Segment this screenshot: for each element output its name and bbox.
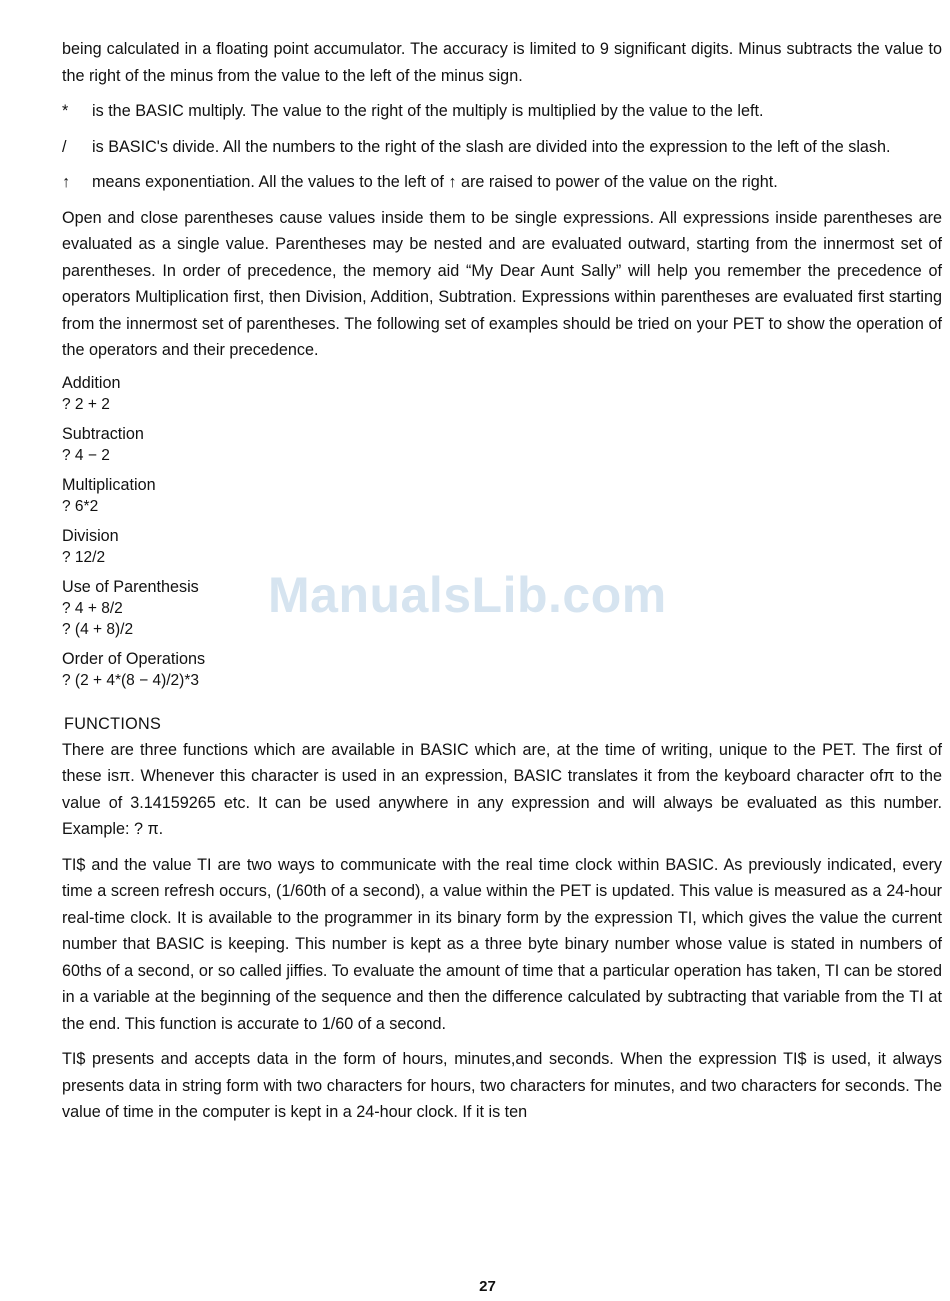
watermark-logo: ManualsLib.com	[268, 567, 667, 623]
manual-page	[62, 36, 942, 1135]
precedence-paragraph: Open and close parentheses cause values inside them to be single expressions. All expressions inside parentheses are evaluated as a single value. Parentheses may be nested and are evaluated outward, starting from the innermost set of parentheses. In order of precedence, the memory aid “My Dear Aunt Sally” will help you remember the precedence of operators Multiplication first, then Division, Addition, Subtration. Expressions within parentheses are evaluated first starting from the innermost set of parentheses. The following set of examples should be tried on your PET to show the operation of the operators and their precedence.	[62, 208, 942, 359]
functions-paragraph-ti-string: TI$ presents and accepts data in the form of hours, minutes,and seconds. When the expression TI$ is used, it always presents data in string form with two characters for hours, two characters for minutes, and two characters for seconds. The value of time in the computer is kept in a 24-hour clock. If it is ten	[62, 1050, 942, 1121]
example-division	[62, 526, 942, 568]
operator-multiply	[62, 98, 942, 125]
example-code: ? 12/2	[62, 548, 106, 566]
operator-description: is the BASIC multiply. The value to the right of the multiply is multiplied by the value to the left.	[92, 102, 764, 120]
functions-paragraph-pi: There are three functions which are available in BASIC which are, at the time of writing, unique to the PET. The first of these isπ. Whenever this character is used in an expression, BASIC translates it from the keyboard character ofπ to the value of 3.14159265 etc. It can be used anywhere in any expression and will always be evaluated as this number. Example: ? π.	[62, 740, 942, 838]
operator-symbol: *	[62, 102, 69, 120]
example-multiplication	[62, 475, 942, 517]
operator-exponent	[62, 169, 942, 196]
example-label: Use of Parenthesis	[62, 577, 199, 596]
example-subtraction	[62, 424, 942, 466]
example-code: ? 6*2	[62, 497, 99, 515]
example-label: Subtraction	[62, 424, 144, 443]
operator-divide	[62, 134, 942, 161]
page-number: 27	[479, 1278, 496, 1295]
operator-symbol: ↑	[62, 173, 71, 191]
functions-paragraph-ti: TI$ and the value TI are two ways to communicate with the real time clock within BASIC. As previously indicated, every time a screen refresh occurs, (1/60th of a second), a value within the PET is updated. This value is measured as a 24-hour real-time clock. It is available to the programmer in its binary form by the expression TI, which gives the value the current number that BASIC is keeping. This number is kept as a three byte binary number whose value is stated in numbers of 60ths of a second, or so called jiffies. To evaluate the amount of time that a particular operation has taken, TI can be stored in a variable at the beginning of the sequence and then the difference calculated by subtracting that variable from the TI at the end. This function is accurate to 1/60 of a second.	[62, 855, 942, 1033]
example-label: Division	[62, 526, 119, 545]
example-code: ? 4 + 8/2	[62, 599, 123, 617]
example-code: ? 2 + 2	[62, 395, 110, 413]
example-addition	[62, 373, 942, 415]
operator-description: means exponentiation. All the values to the left of ↑ are raised to power of the value on the right.	[92, 173, 778, 191]
example-code: ? (2 + 4*(8 − 4)/2)*3	[62, 671, 199, 689]
example-code: ? (4 + 8)/2	[62, 620, 134, 638]
operator-description: is BASIC's divide. All the numbers to the right of the slash are divided into the expression to the left of the slash.	[92, 137, 891, 156]
operator-symbol: /	[62, 137, 67, 156]
example-label: Multiplication	[62, 475, 156, 494]
functions-heading: FUNCTIONS	[64, 714, 162, 733]
example-label: Addition	[62, 373, 121, 392]
intro-paragraph: being calculated in a floating point accumulator. The accuracy is limited to 9 significant digits. Minus subtracts the value to the right of the minus from the value to the left of the minus sign.	[62, 40, 942, 85]
example-label: Order of Operations	[62, 649, 206, 668]
example-code: ? 4 − 2	[62, 446, 110, 464]
example-parenthesis	[62, 577, 942, 640]
example-order-of-operations	[62, 649, 942, 691]
